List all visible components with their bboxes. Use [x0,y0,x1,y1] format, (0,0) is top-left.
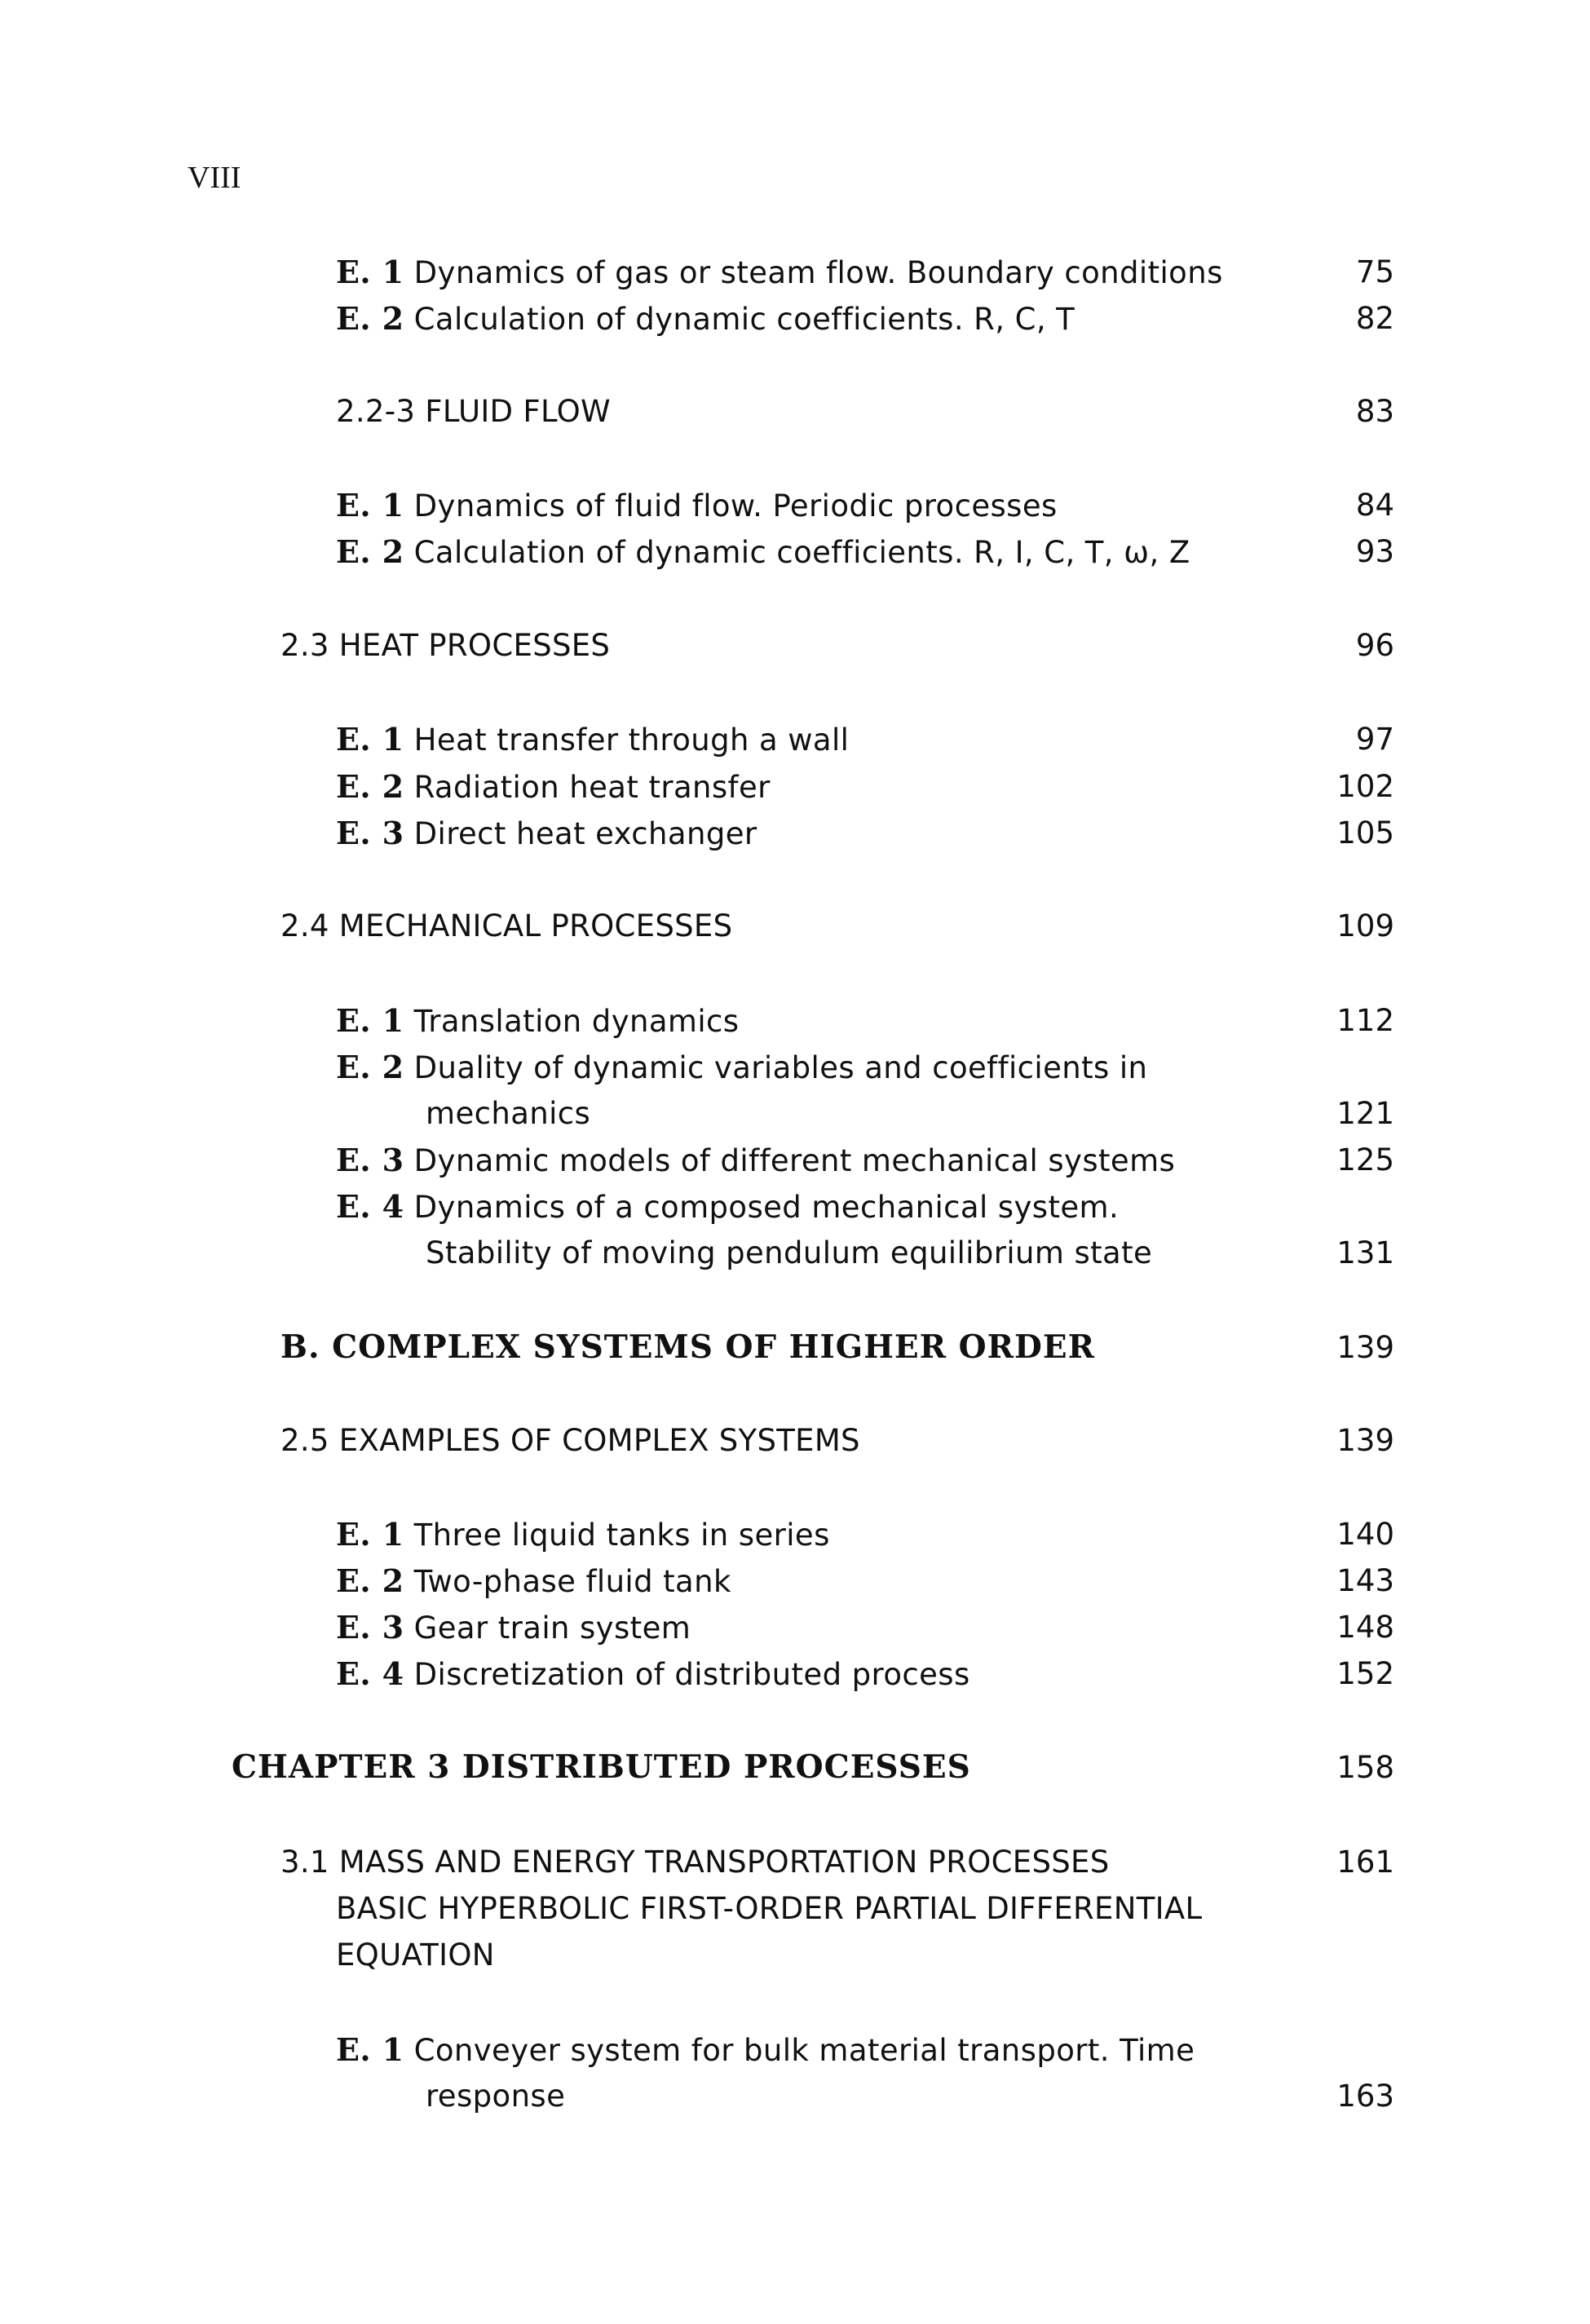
toc-entry [336,810,757,857]
subsection-heading: 2.2-3 FLUID FLOW [336,394,611,429]
page-ref: 102 [1336,769,1394,804]
entry-title: Gear train system [413,1610,691,1646]
page-ref: 140 [1336,1517,1394,1552]
page-ref: 139 [1336,1330,1394,1365]
page-ref: 96 [1355,628,1394,663]
toc-entry [336,2026,1195,2074]
toc-entry [336,1557,731,1605]
section-heading: 2.5 EXAMPLES OF COMPLEX SYSTEMS [280,1423,860,1458]
entry-title: Dynamics of a composed mechanical system. [413,1190,1120,1225]
toc-entry [336,1183,1119,1230]
toc-entry-continuation: mechanics [426,1096,591,1131]
toc-entry [336,763,771,811]
page-ref: 143 [1336,1563,1394,1598]
example-label: E. 1 [336,487,404,524]
entry-title: Two-phase fluid tank [413,1564,731,1599]
page-ref: 163 [1336,2079,1394,2114]
page-ref: 82 [1355,301,1394,336]
page-ref: 109 [1336,908,1394,943]
toc-entry [336,1650,970,1698]
entry-title: Discretization of distributed process [413,1657,970,1692]
entry-title: Duality of dynamic variables and coefficients in [413,1050,1148,1085]
example-label: E. 3 [336,1142,404,1178]
page-ref: 158 [1336,1750,1394,1785]
part-heading: B. COMPLEX SYSTEMS OF HIGHER ORDER [280,1328,1095,1366]
toc-entry [336,482,1058,529]
page-ref: 152 [1336,1656,1394,1691]
example-label: E. 1 [336,721,404,758]
page-ref: 139 [1336,1423,1394,1458]
example-label: E. 2 [336,1049,404,1085]
example-label: E. 1 [336,1002,404,1039]
example-label: E. 1 [336,254,404,290]
section-heading: 2.3 HEAT PROCESSES [280,628,611,663]
toc-entry [336,716,849,763]
section-heading-continuation: BASIC HYPERBOLIC FIRST-ORDER PARTIAL DIFFERENTIAL [336,1891,1203,1926]
page-ref: 121 [1336,1096,1394,1131]
example-label: E. 2 [336,768,404,805]
page-ref: 148 [1336,1610,1394,1645]
page-ref: 83 [1355,394,1394,429]
page-ref: 93 [1355,534,1394,569]
example-label: E. 2 [336,533,404,570]
example-label: E. 2 [336,300,404,337]
entry-title: Calculation of dynamic coefficients. R, I, C, T, ω, Z [413,535,1190,570]
page-ref: 112 [1336,1003,1394,1038]
page-ref: 125 [1336,1142,1394,1177]
page-ref: 97 [1355,722,1394,757]
entry-title: Heat transfer through a wall [413,722,850,758]
toc-entry-continuation: Stability of moving pendulum equilibrium state [426,1235,1153,1270]
toc-entry [336,528,1190,576]
chapter-heading: CHAPTER 3 DISTRIBUTED PROCESSES [232,1748,971,1786]
entry-title: Three liquid tanks in series [413,1518,830,1553]
page-ref: 84 [1355,488,1394,523]
entry-title: Direct heat exchanger [413,816,757,851]
example-label: E. 4 [336,1655,404,1692]
entry-title: Calculation of dynamic coefficients. R, C, T [413,302,1075,337]
section-heading: 2.4 MECHANICAL PROCESSES [280,908,733,943]
example-label: E. 1 [336,2031,404,2068]
toc-entry-continuation: response [426,2079,566,2114]
example-label: E. 3 [336,1609,404,1646]
example-label: E. 2 [336,1562,404,1599]
toc-entry [336,1604,691,1651]
toc-entry [336,1511,830,1558]
entry-title: Dynamics of fluid flow. Periodic processes [413,488,1058,524]
page-ref: 105 [1336,815,1394,851]
toc-entry [336,295,1075,342]
section-heading-continuation: EQUATION [336,1937,495,1973]
toc-entry [336,1137,1175,1184]
entry-title: Dynamics of gas or steam flow. Boundary conditions [413,255,1223,290]
entry-title: Conveyer system for bulk material transport. Time [413,2033,1195,2068]
entry-title: Translation dynamics [413,1004,740,1039]
toc-entry [336,1044,1147,1091]
example-label: E. 3 [336,815,404,851]
example-label: E. 1 [336,1516,404,1553]
page-ref: 131 [1336,1235,1394,1270]
page-ref: 161 [1336,1845,1394,1880]
toc-entry [336,249,1223,296]
entry-title: Dynamic models of different mechanical systems [413,1143,1176,1178]
example-label: E. 4 [336,1188,404,1225]
section-heading: 3.1 MASS AND ENERGY TRANSPORTATION PROCESSES [280,1845,1110,1880]
entry-title: Radiation heat transfer [413,770,771,805]
toc-entry [336,997,739,1045]
page-ref: 75 [1355,254,1394,289]
page-number: VIII [188,161,241,195]
